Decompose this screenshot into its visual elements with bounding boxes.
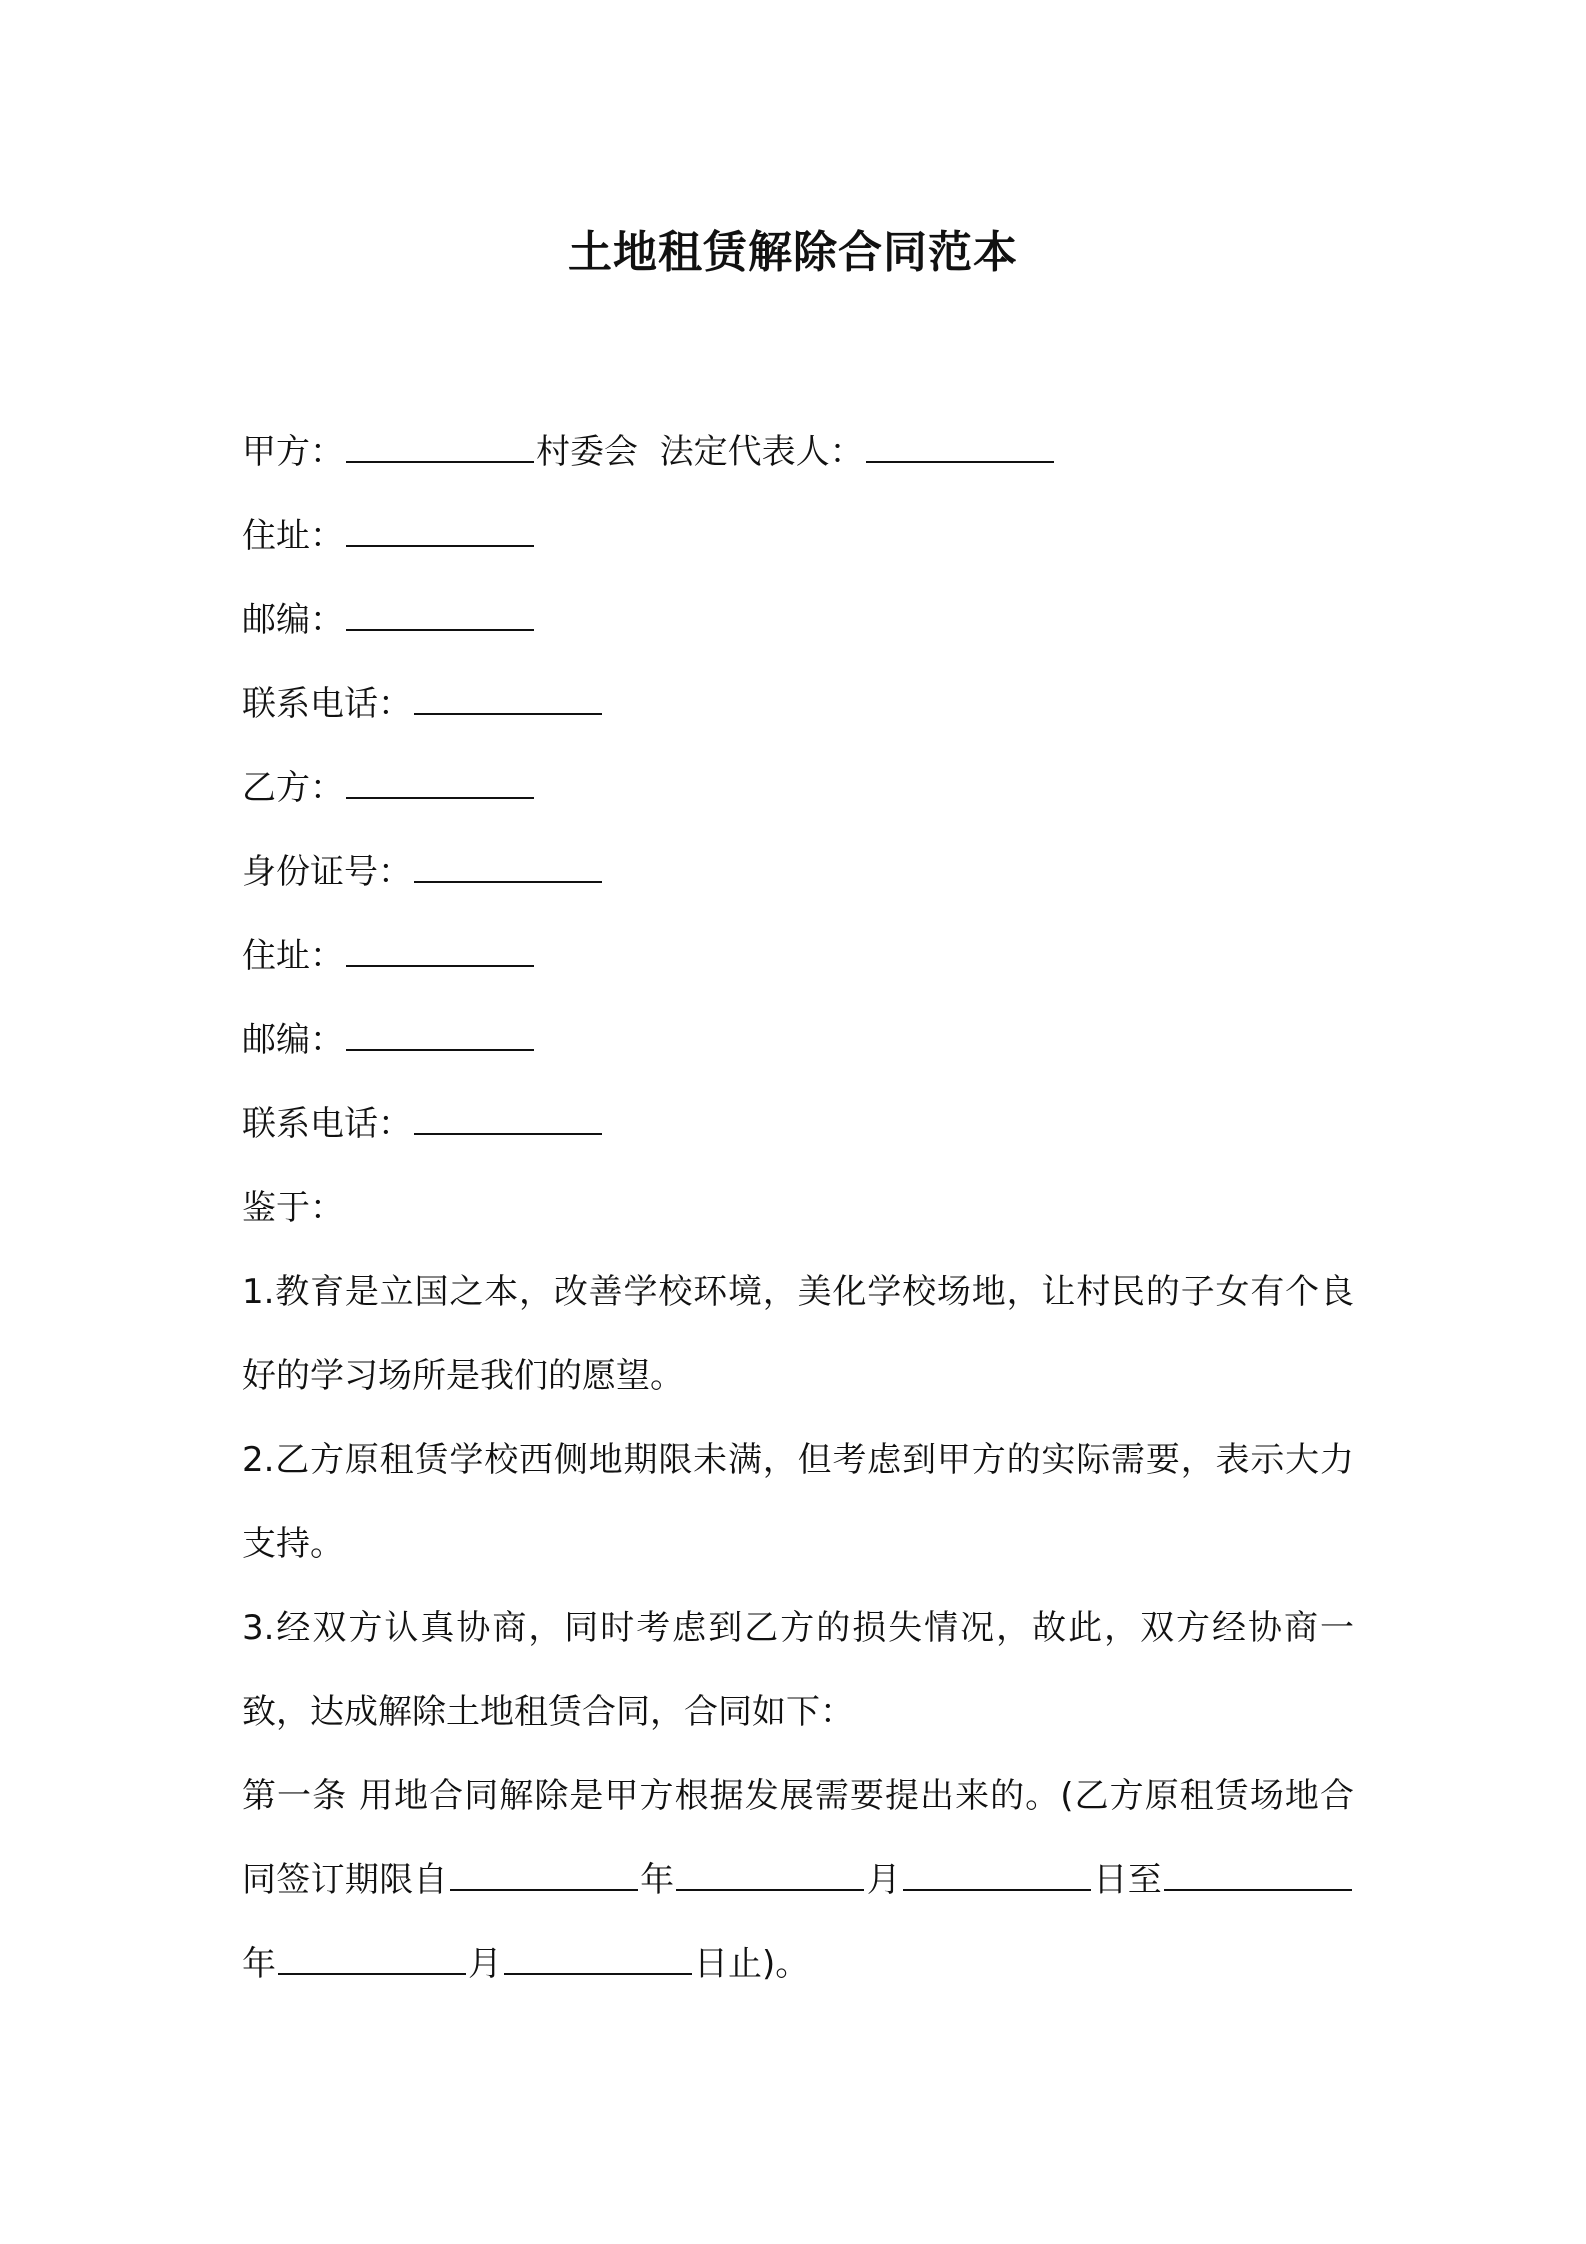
party-a-postcode-blank[interactable] xyxy=(346,597,534,631)
start-year-blank[interactable] xyxy=(450,1857,638,1891)
party-a-phone-label: 联系电话： xyxy=(242,684,412,724)
start-month-blank[interactable] xyxy=(676,1857,864,1891)
party-a-address-line xyxy=(242,494,1354,578)
party-b-blank[interactable] xyxy=(346,765,534,799)
article-1 xyxy=(242,1754,1354,2006)
start-day-label: 日至 xyxy=(1093,1860,1163,1900)
article-1-text: 第一条 用地合同解除是甲方根据发展需要提出来的。(乙方原租赁场地合同签订期限自 xyxy=(242,1776,1354,1900)
party-b-postcode-label: 邮编： xyxy=(242,1020,344,1060)
party-a-address-blank[interactable] xyxy=(346,513,534,547)
end-year-label: 年 xyxy=(242,1944,276,1984)
party-a-phone-blank[interactable] xyxy=(414,681,602,715)
page-title: 土地租赁解除合同范本 xyxy=(568,227,1018,278)
party-a-suffix: 村委会 xyxy=(536,432,638,472)
party-b-postcode-line xyxy=(242,998,1354,1082)
party-a-postcode-line xyxy=(242,578,1354,662)
party-b-address-label: 住址： xyxy=(242,936,344,976)
party-b-postcode-blank[interactable] xyxy=(346,1017,534,1051)
contract-body xyxy=(242,410,1354,2006)
party-a-phone-line xyxy=(242,662,1354,746)
end-month-blank[interactable] xyxy=(278,1941,466,1975)
party-b-phone-blank[interactable] xyxy=(414,1101,602,1135)
party-a-postcode-label: 邮编： xyxy=(242,600,344,640)
legal-rep-label: 法定代表人： xyxy=(659,432,864,472)
start-year-label: 年 xyxy=(639,1860,675,1900)
party-a-label: 甲方： xyxy=(242,432,344,472)
end-month-label: 月 xyxy=(468,1944,502,1984)
party-b-address-line xyxy=(242,914,1354,998)
end-day-blank[interactable] xyxy=(504,1941,692,1975)
start-month-label: 月 xyxy=(866,1860,902,1900)
party-b-id-label: 身份证号： xyxy=(242,852,412,892)
legal-rep-blank[interactable] xyxy=(866,429,1054,463)
end-year-blank[interactable] xyxy=(1164,1857,1352,1891)
party-b-line xyxy=(242,746,1354,830)
party-b-phone-label: 联系电话： xyxy=(242,1104,412,1144)
whereas-heading: 鉴于： xyxy=(242,1188,344,1228)
party-b-phone-line xyxy=(242,1082,1354,1166)
party-a-line xyxy=(242,410,1354,494)
end-day-label: 日止)。 xyxy=(694,1944,810,1984)
clause-2: 2.乙方原租赁学校西侧地期限未满，但考虑到甲方的实际需要，表示大力支持。 xyxy=(242,1440,1354,1564)
party-b-id-blank[interactable] xyxy=(414,849,602,883)
party-b-label: 乙方： xyxy=(242,768,344,808)
clause-1: 1.教育是立国之本，改善学校环境，美化学校场地，让村民的子女有个良好的学习场所是我们的愿望。 xyxy=(242,1272,1354,1396)
party-a-address-label: 住址： xyxy=(242,516,344,556)
party-a-blank[interactable] xyxy=(346,429,534,463)
clause-3: 3.经双方认真协商，同时考虑到乙方的损失情况，故此，双方经协商一致，达成解除土地租赁合同，合同如下： xyxy=(242,1608,1354,1732)
start-day-blank[interactable] xyxy=(903,1857,1091,1891)
party-b-address-blank[interactable] xyxy=(346,933,534,967)
party-b-id-line xyxy=(242,830,1354,914)
